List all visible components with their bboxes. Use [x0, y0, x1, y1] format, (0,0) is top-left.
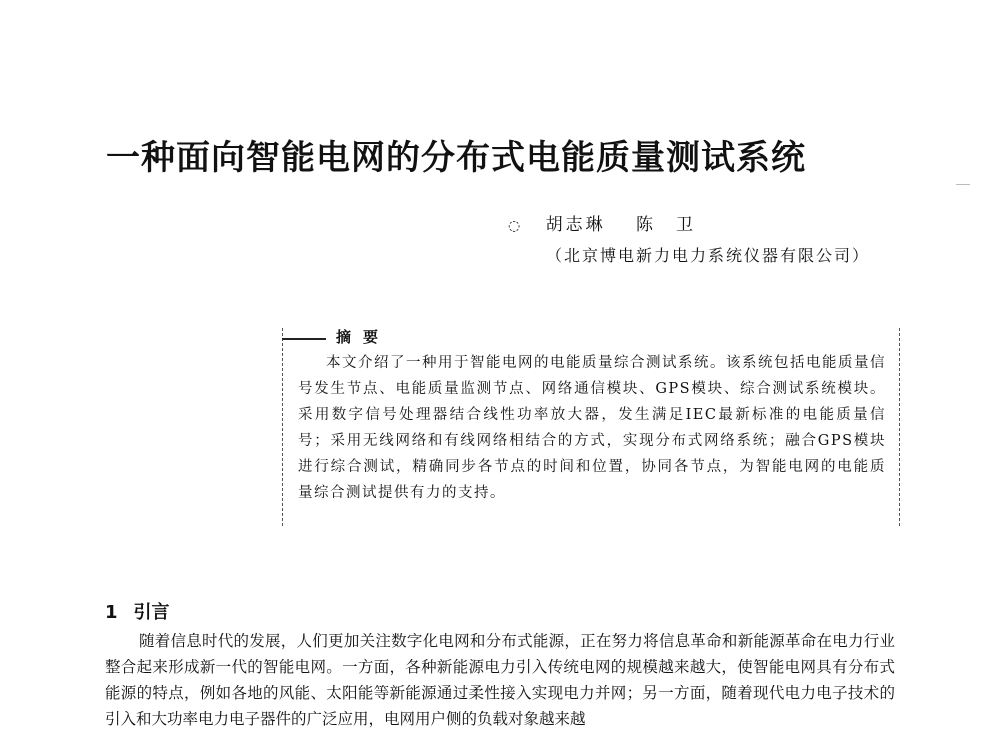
section-number: 1 [105, 602, 118, 623]
author-affiliation: （北京博电新力电力系统仪器有限公司） [546, 246, 871, 265]
section-title: 引言 [133, 602, 170, 623]
section-heading [105, 598, 170, 624]
author-name: 陈 卫 [636, 215, 697, 235]
author-name: 胡志琳 [545, 215, 606, 235]
abstract-rule [282, 338, 326, 340]
abstract-heading: 摘要 [336, 328, 391, 346]
abstract-text: 本文介绍了一种用于智能电网的电能质量综合测试系统。该系统包括电能质量信号发生节点、电能质量监测节点、网络通信模块、GPS模块、综合测试系统模块。采用数字信号处理器结合线性功率放大器，发生满足IEC最新标准的电能质量信号；采用无线网络和有线网络相结合的方式，实现分布式网络系统；融合GPS模块进行综合测试，精确同步各节点的时间和位置，协同各节点，为智能电网的电能质量综合测试提供有力的支持。 [298, 355, 886, 501]
section-body-text: 随着信息时代的发展，人们更加关注数字化电网和分布式能源，正在努力将信息革命和新能源革命在电力行业整合起来形成新一代的智能电网。一方面，各种新能源电力引入传统电网的规模越来越大，使智能电网具有分布式能源的特点，例如各地的风能、太阳能等新能源通过柔性接入实现电力并网；另一方面，随着现代电力电子技术的引入和大功率电力电子器件的广泛应用，电网用户侧的负载对象越来越 [105, 632, 895, 728]
author-line [508, 210, 718, 235]
author-mark-icon: ◌ [508, 218, 524, 234]
scan-edge-mark [956, 184, 970, 185]
paper-title: 一种面向智能电网的分布式电能质量测试系统 [106, 138, 806, 178]
